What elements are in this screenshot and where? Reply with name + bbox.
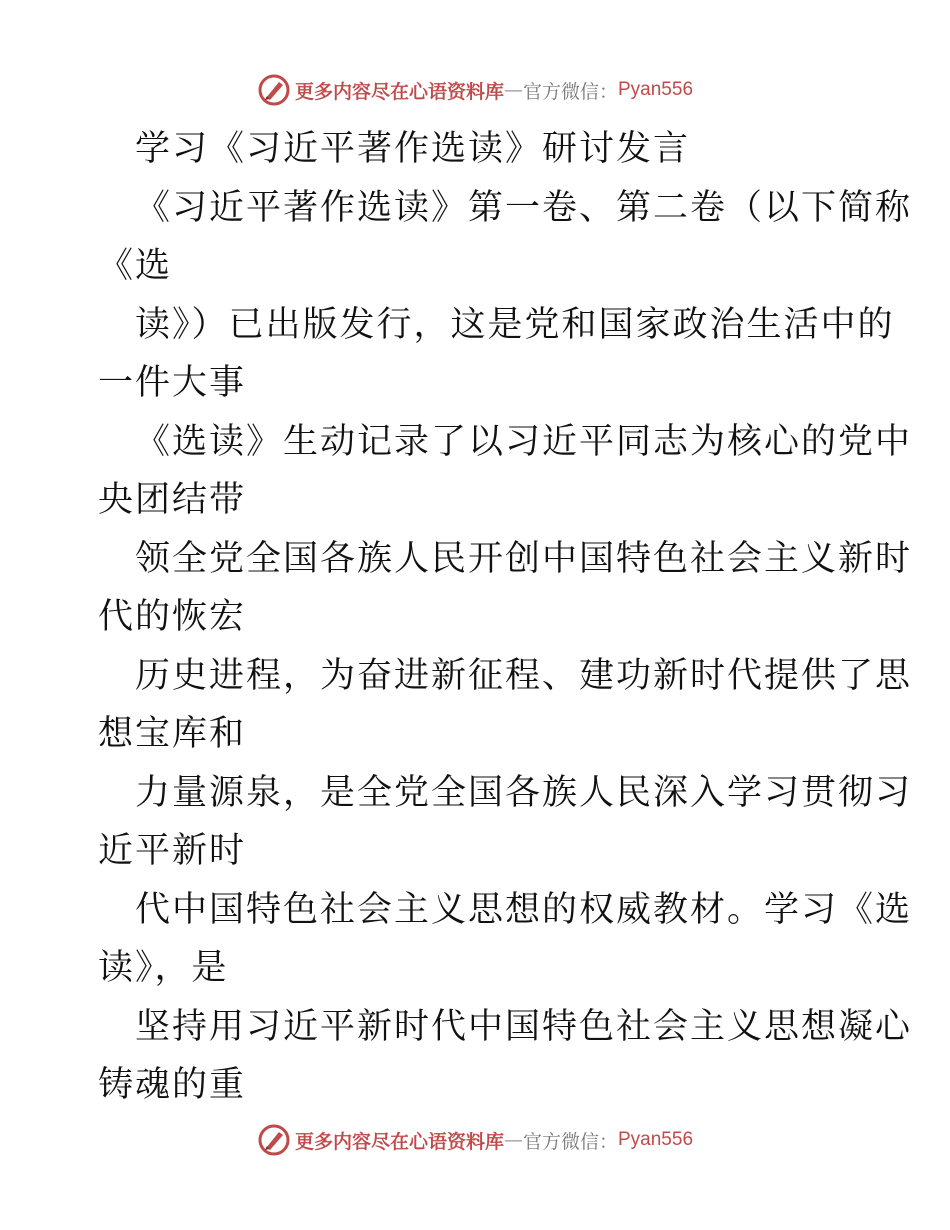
footer-watermark bbox=[0, 1120, 950, 1160]
watermark-separator: — bbox=[503, 1129, 523, 1151]
text-line: 读》）已出版发行，这是党和国家政治生活中的 bbox=[135, 304, 895, 345]
text-line: 历史进程，为奋进新征程、建功新时代提供了思 bbox=[135, 655, 913, 696]
watermark-wechat-label: 官方微信： bbox=[522, 1130, 618, 1153]
watermark-wechat-label: 官方微信： bbox=[522, 80, 618, 103]
document-body bbox=[98, 120, 913, 1115]
watermark-brand: 更多内容尽在心语资料库 bbox=[294, 1130, 504, 1153]
header-watermark bbox=[0, 70, 950, 110]
watermark-wechat-id: Pyan556 bbox=[618, 1129, 694, 1150]
text-line: 读》，是 bbox=[98, 948, 229, 988]
text-line: 近平新时 bbox=[98, 831, 247, 871]
text-line: 想宝库和 bbox=[98, 714, 247, 754]
text-line: 代的恢宏 bbox=[98, 597, 247, 637]
text-line: 《选 bbox=[98, 246, 173, 286]
text-line: 坚持用习近平新时代中国特色社会主义思想凝心 bbox=[135, 1006, 913, 1047]
text-line: 力量源泉，是全党全国各族人民深入学习贯彻习 bbox=[135, 772, 913, 813]
text-line: 代中国特色社会主义思想的权威教材。学习《选 bbox=[135, 889, 913, 930]
text-line: 领全党全国各族人民开创中国特色社会主义新时 bbox=[135, 538, 913, 579]
document-title: 学习《习近平著作选读》研讨发言 bbox=[135, 129, 691, 169]
quill-seal-icon bbox=[257, 1123, 291, 1157]
text-line: 央团结带 bbox=[98, 480, 247, 520]
text-line: 《选读》生动记录了以习近平同志为核心的党中 bbox=[135, 421, 913, 462]
text-line: 铸魂的重 bbox=[98, 1065, 247, 1105]
quill-seal-icon bbox=[257, 73, 291, 107]
watermark-wechat-id: Pyan556 bbox=[618, 79, 694, 100]
text-line: 一件大事 bbox=[98, 363, 247, 403]
watermark-brand: 更多内容尽在心语资料库 bbox=[294, 80, 504, 103]
text-line: 《习近平著作选读》第一卷、第二卷（以下简称 bbox=[135, 187, 913, 228]
watermark-separator: — bbox=[503, 79, 523, 101]
